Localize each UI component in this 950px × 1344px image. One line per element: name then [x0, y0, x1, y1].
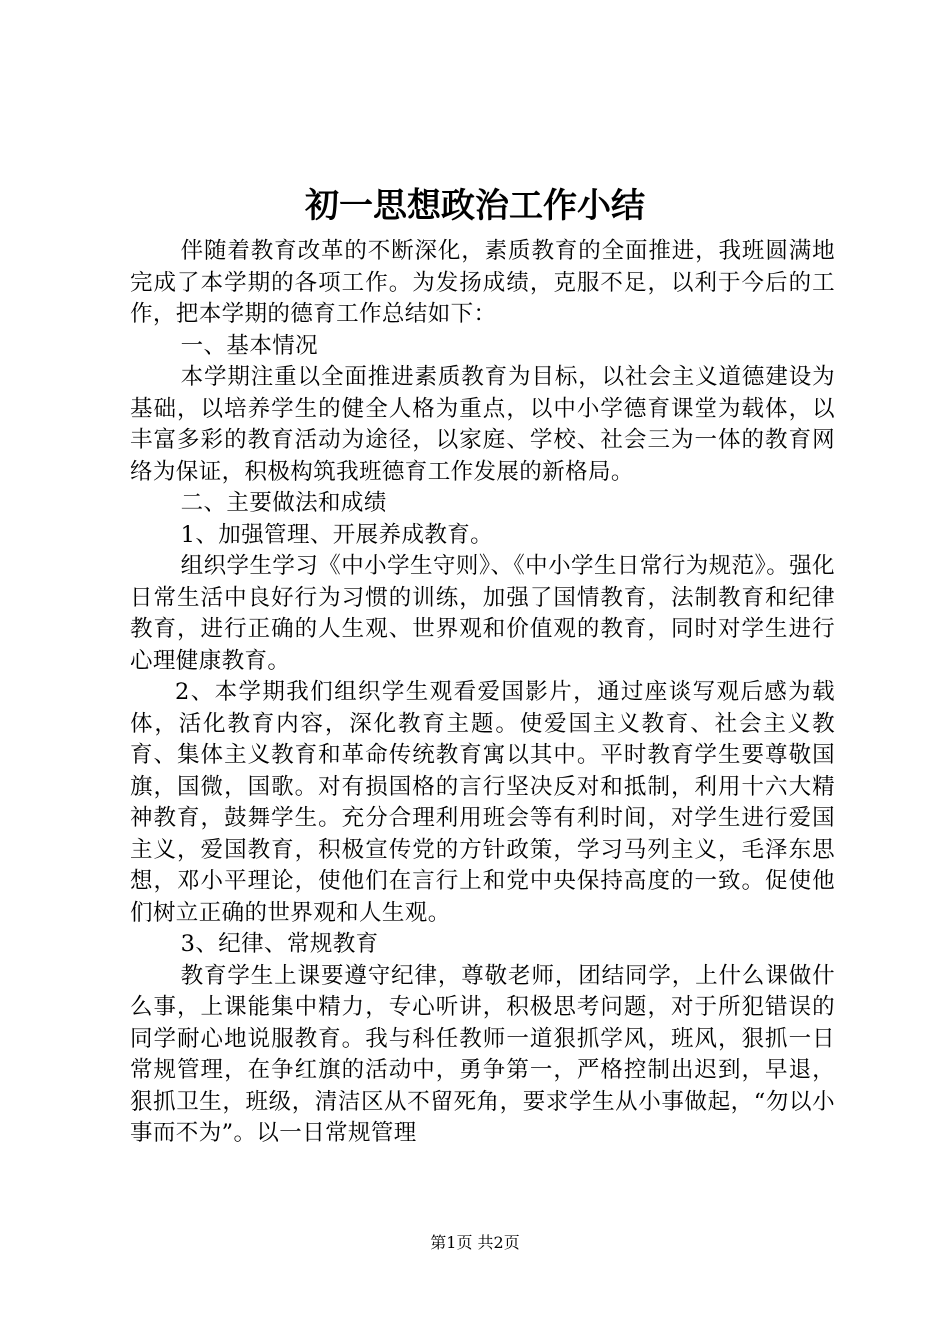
page-number-footer: 第1页 共2页 — [430, 1233, 520, 1252]
subheading-discipline: 3、纪律、常规教育 — [180, 931, 379, 957]
document-title: 初一思想政治工作小结 — [305, 186, 645, 226]
section-heading-basic-situation: 一、基本情况 — [180, 332, 319, 359]
intro-paragraph: 伴随着教育改革的不断深化，素质教育的全面推进，我班圆满地完成了本学期的各项工作。为发扬成绩，克服不足，以利于今后的工作，把本学期的德育工作总结如下： — [130, 238, 835, 327]
management-paragraph: 组织学生学习《中小学生守则》、《中小学生日常行为规范》。强化日常生活中良好行为习惯的训练，加强了国情教育，法制教育和纪律教育，进行正确的人生观、世界观和价值观的教育，同时对学生进行心理健康教育。 — [130, 553, 835, 674]
section-heading-main-practices: 二、主要做法和成绩 — [180, 490, 387, 516]
subheading-management: 1、加强管理、开展养成教育。 — [180, 521, 494, 548]
patriotic-education-paragraph: 2、本学期我们组织学生观看爱国影片，通过座谈写观后感为载体，活化教育内容，深化教育主题。使爱国主义教育、社会主义教育、集体主义教育和革命传统教育寓以其中。平时教育学生要尊敬国旗，国微，国歌。对有损国格的言行坚决反对和抵制，利用十六大精神教育，鼓舞学生。充分合理利用班会等有利时间，对学生进行爱国主义，爱国教育，积极宣传党的方针政策，学习马列主义，毛泽东思想，邓小平理论，使他们在言行上和党中央保持高度的一致。促使他们树立正确的世界观和人生观。 — [130, 679, 835, 926]
document-body — [130, 236, 835, 1150]
basic-situation-paragraph: 本学期注重以全面推进素质教育为目标，以社会主义道德建设为基础，以培养学生的健全人格为重点，以中小学德育课堂为载体，以丰富多彩的教育活动为途径，以家庭、学校、社会三为一体的教育网络为保证，积极构筑我班德育工作发展的新格局。 — [130, 364, 835, 485]
discipline-paragraph: 教育学生上课要遵守纪律，尊敬老师，团结同学，上什么课做什么事，上课能集中精力，专心听讲，积极思考问题，对于所犯错误的同学耐心地说服教育。我与科任教师一道狠抓学风，班风，狠抓一日常规管理，在争红旗的活动中，勇争第一，严格控制出迟到，早退，狠抓卫生，班级，清洁区从不留死角，要求学生从小事做起，“勿以小事而不为”。以一日常规管理 — [130, 962, 835, 1146]
